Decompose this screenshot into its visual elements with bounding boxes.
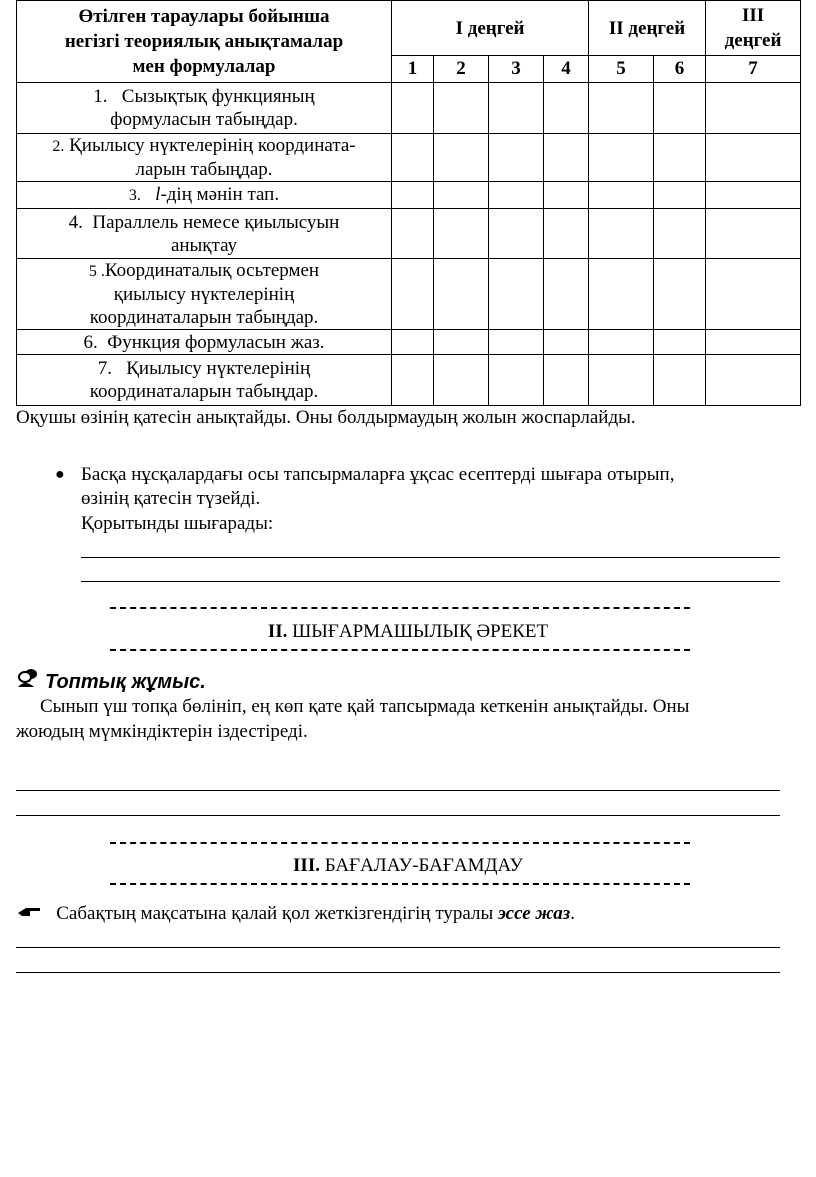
answer-line[interactable] [16,972,780,973]
score-cell[interactable] [544,209,589,259]
column-number: 3 [489,56,544,83]
topic-header-line: мен формулалар [132,56,276,77]
topic-cell: 2. Қиылысу нүктелерінің координата- ларын табыңдар. [17,134,392,182]
score-cell[interactable] [434,83,489,134]
score-cell[interactable] [654,209,706,259]
topic-header-line: негізгі теориялық анықтамалар [64,31,344,52]
table-row [17,182,801,209]
score-cell[interactable] [706,330,801,355]
column-number: 6 [654,56,706,83]
group-people-icon [16,668,40,695]
score-cell[interactable] [589,134,654,182]
score-cell[interactable] [654,182,706,209]
dashed-divider [110,883,690,885]
bullet-text-line: Басқа нұсқалардағы осы тапсырмаларға ұқсас есептерді шығара отырып, [81,464,675,485]
column-number: 4 [544,56,589,83]
score-cell[interactable] [392,209,434,259]
score-cell[interactable] [434,209,489,259]
self-assessment-table [16,0,801,406]
student-instruction: Оқушы өзінің қатесін анықтайды. Оны болдырмаудың жолын жоспарлайды. [16,407,636,428]
answer-line[interactable] [81,581,780,582]
score-cell[interactable] [706,209,801,259]
score-cell[interactable] [706,134,801,182]
score-cell[interactable] [392,355,434,406]
score-cell[interactable] [392,259,434,330]
score-cell[interactable] [589,209,654,259]
section-3-heading: III. БАҒАЛАУ-БАҒАМДАУ [293,855,523,876]
group-work-line: Сынып үш топқа бөлініп, ең көп қате қай тапсырмада кеткенін анықтайды. Оны [40,696,690,717]
answer-line[interactable] [16,815,780,816]
score-cell[interactable] [489,209,544,259]
table-row [17,134,801,182]
topic-column-header [17,1,392,83]
table-row [17,259,801,330]
answer-line[interactable] [16,947,780,948]
score-cell[interactable] [654,259,706,330]
score-cell[interactable] [544,330,589,355]
score-cell[interactable] [434,330,489,355]
score-cell[interactable] [434,259,489,330]
pointing-hand-icon [16,901,42,926]
dashed-divider [110,649,690,651]
score-cell[interactable] [489,83,544,134]
level-3-header: III деңгей [706,1,801,56]
column-number: 7 [706,56,801,83]
topic-cell: 3. l-дің мәнін тап. [17,182,392,209]
dashed-divider [110,842,690,844]
table-row [17,355,801,406]
table-row [17,209,801,259]
score-cell[interactable] [706,259,801,330]
table-row [17,83,801,134]
score-cell[interactable] [589,259,654,330]
level-1-header: I деңгей [392,1,589,56]
score-cell[interactable] [392,330,434,355]
score-cell[interactable] [589,83,654,134]
score-cell[interactable] [489,355,544,406]
score-cell[interactable] [434,182,489,209]
column-number: 2 [434,56,489,83]
score-cell[interactable] [654,134,706,182]
level-2-header: II деңгей [589,1,706,56]
score-cell[interactable] [589,182,654,209]
group-work-heading: Топтық жұмыс. [16,668,206,695]
score-cell[interactable] [589,355,654,406]
score-cell[interactable] [434,355,489,406]
column-number: 5 [589,56,654,83]
score-cell[interactable] [489,182,544,209]
score-cell[interactable] [654,355,706,406]
score-cell[interactable] [544,134,589,182]
score-cell[interactable] [434,134,489,182]
score-cell[interactable] [654,330,706,355]
dashed-divider [110,607,690,609]
score-cell[interactable] [392,182,434,209]
score-cell[interactable] [392,134,434,182]
score-cell[interactable] [706,182,801,209]
conclusion-label: Қорытынды шығарады: [81,513,274,534]
topic-cell: 6. Функция формуласын жаз. [17,330,392,355]
topic-header-line: Өтілген тараулары бойынша [78,6,330,27]
score-cell[interactable] [544,355,589,406]
score-cell[interactable] [544,83,589,134]
score-cell[interactable] [654,83,706,134]
bullet-text-line: өзінің қатесін түзейді. [81,488,261,509]
score-cell[interactable] [489,259,544,330]
answer-line[interactable] [81,557,780,558]
score-cell[interactable] [489,330,544,355]
essay-instruction: Сабақтың мақсатына қалай қол жеткізгендігің туралы эссе жаз. [16,901,575,926]
score-cell[interactable] [489,134,544,182]
column-number: 1 [392,56,434,83]
group-work-line: жоюдың мүмкіндіктерін іздестіреді. [16,721,308,742]
score-cell[interactable] [589,330,654,355]
section-2-heading: II. ШЫҒАРМАШЫЛЫҚ ӘРЕКЕТ [267,621,549,642]
score-cell[interactable] [544,259,589,330]
topic-cell: 1. Сызықтық функцияның формуласын табыңдар. [17,83,392,134]
score-cell[interactable] [706,355,801,406]
bullet-dot-icon: ● [55,466,65,483]
topic-cell: 4. Параллель немесе қиылысуын анықтау [17,209,392,259]
score-cell[interactable] [392,83,434,134]
table-row [17,330,801,355]
score-cell[interactable] [706,83,801,134]
topic-cell: 7. Қиылысу нүктелерінің координаталарын табыңдар. [17,355,392,406]
answer-line[interactable] [16,790,780,791]
score-cell[interactable] [544,182,589,209]
topic-cell: 5 .Координаталық осьтермен қиылысу нүктелерінің координаталарын табыңдар. [17,259,392,330]
